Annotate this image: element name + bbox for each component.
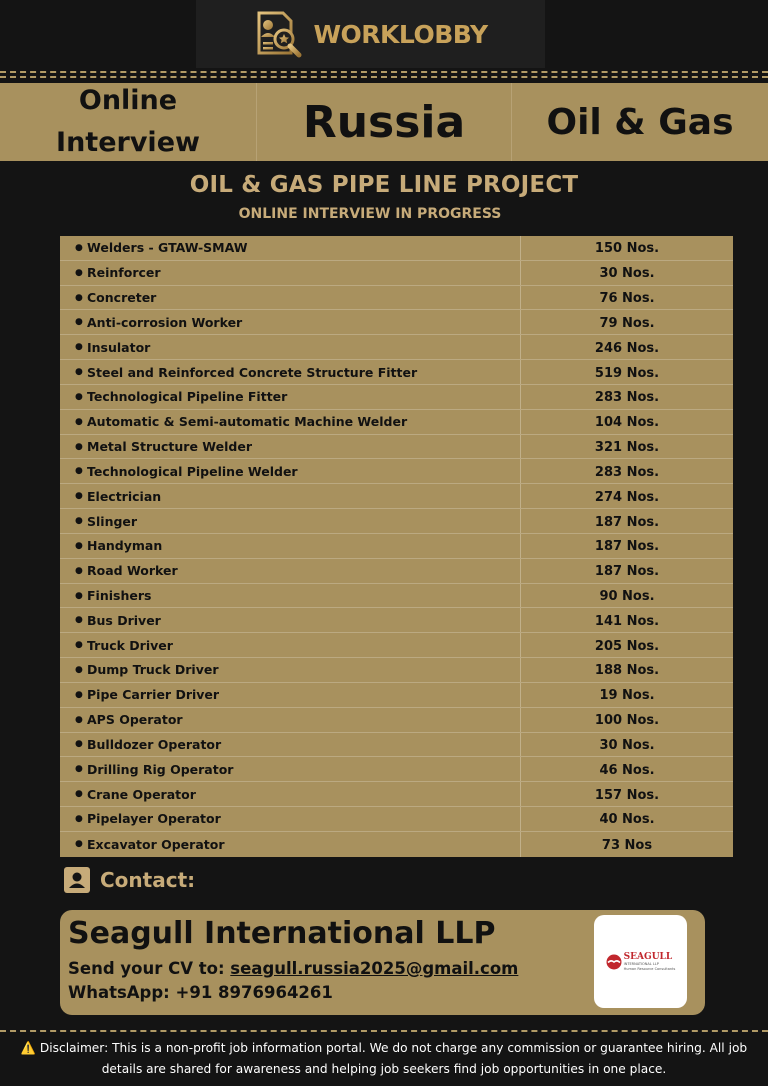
divider-top-2 <box>0 76 768 78</box>
job-title <box>60 236 521 260</box>
job-count: 30 Nos. <box>599 737 655 753</box>
bullet-icon: ● <box>75 367 83 378</box>
job-title <box>60 832 521 857</box>
job-count: 76 Nos. <box>599 291 655 307</box>
company-name: Seagull International LLP <box>68 916 496 951</box>
job-title-text: Crane Operator <box>87 786 196 802</box>
job-count: 104 Nos. <box>594 415 660 431</box>
job-title-text: Road Worker <box>87 563 178 579</box>
bullet-icon: ● <box>75 391 83 402</box>
table-row <box>60 708 733 733</box>
job-count: 187 Nos. <box>594 514 660 530</box>
table-row <box>60 584 733 609</box>
job-count: 274 Nos. <box>594 489 660 505</box>
job-count: 150 Nos. <box>594 241 660 257</box>
table-row <box>60 360 733 385</box>
table-row <box>60 410 733 435</box>
cv-prefix: Send your CV to: <box>68 959 231 978</box>
seagull-logo-tag: Human Resource Consultants <box>623 966 676 971</box>
job-title <box>60 683 521 707</box>
job-count: 30 Nos. <box>599 266 655 282</box>
job-count: 100 Nos. <box>594 713 660 729</box>
job-count: 246 Nos. <box>594 340 660 356</box>
table-row <box>60 733 733 758</box>
document-search-icon <box>253 9 303 59</box>
seagull-bird-icon <box>606 954 622 970</box>
job-title-text: Insulator <box>87 339 151 355</box>
job-title <box>60 534 521 558</box>
contact-label: Contact: <box>100 868 196 892</box>
contact-header <box>64 866 195 894</box>
bullet-icon: ● <box>75 714 83 725</box>
job-title-text: Pipelayer Operator <box>87 811 221 827</box>
banner-left-line1: Online <box>78 85 178 116</box>
job-title-text: Welders - GTAW-SMAW <box>87 240 248 256</box>
job-count: 321 Nos. <box>594 440 660 456</box>
bullet-icon: ● <box>75 689 83 700</box>
job-title <box>60 559 521 583</box>
job-title <box>60 807 521 831</box>
table-row <box>60 335 733 360</box>
table-row <box>60 559 733 584</box>
bullet-icon: ● <box>75 590 83 601</box>
banner-left-line2: Interview <box>56 127 200 158</box>
bullet-icon: ● <box>75 739 83 750</box>
table-row <box>60 261 733 286</box>
job-title-text: Slinger <box>87 513 138 529</box>
job-title-text: Steel and Reinforced Concrete Structure Fitter <box>87 364 418 380</box>
seagull-logo-name: SEAGULL <box>623 951 673 962</box>
job-count: 141 Nos. <box>594 613 660 629</box>
bullet-icon: ● <box>75 789 83 800</box>
bullet-icon: ● <box>75 540 83 551</box>
cv-line <box>68 959 518 978</box>
job-title <box>60 733 521 757</box>
job-title <box>60 584 521 608</box>
whatsapp-line: WhatsApp: +91 8976964261 <box>68 983 333 1002</box>
job-title-text: Drilling Rig Operator <box>87 761 234 777</box>
job-title <box>60 261 521 285</box>
bullet-icon: ● <box>75 242 83 253</box>
job-title-text: Concreter <box>87 290 157 306</box>
table-row <box>60 484 733 509</box>
job-count: 19 Nos. <box>599 688 655 704</box>
job-title <box>60 658 521 682</box>
job-count: 157 Nos. <box>594 787 660 803</box>
contact-card-icon <box>64 867 90 893</box>
seagull-logo <box>594 915 687 1008</box>
job-title-text: Excavator Operator <box>87 836 225 852</box>
job-title <box>60 633 521 657</box>
job-title <box>60 608 521 632</box>
table-row <box>60 832 733 857</box>
job-title-text: Handyman <box>87 538 163 554</box>
job-title <box>60 757 521 781</box>
table-row <box>60 658 733 683</box>
job-title-text: Bus Driver <box>87 612 161 628</box>
job-title-text: Anti-corrosion Worker <box>87 314 243 330</box>
job-title-text: Pipe Carrier Driver <box>87 687 220 703</box>
table-row <box>60 236 733 261</box>
bullet-icon: ● <box>75 813 83 824</box>
table-row <box>60 509 733 534</box>
bullet-icon: ● <box>75 491 83 502</box>
job-count: 73 Nos <box>601 837 653 853</box>
job-count: 79 Nos. <box>599 315 655 331</box>
table-row <box>60 385 733 410</box>
job-title <box>60 484 521 508</box>
job-count: 283 Nos. <box>594 464 660 480</box>
bullet-icon: ● <box>75 267 83 278</box>
job-title <box>60 385 521 409</box>
job-count: 187 Nos. <box>594 564 660 580</box>
job-table <box>60 236 733 857</box>
job-title <box>60 310 521 334</box>
job-title-text: Automatic & Semi-automatic Machine Welder <box>87 414 408 430</box>
job-title <box>60 782 521 806</box>
divider-top-1 <box>0 71 768 73</box>
table-row <box>60 286 733 311</box>
bullet-icon: ● <box>75 764 83 775</box>
bullet-icon: ● <box>75 640 83 651</box>
table-row <box>60 757 733 782</box>
job-title-text: Finishers <box>87 588 152 603</box>
bullet-icon: ● <box>75 416 83 427</box>
seagull-logo-sub: INTERNATIONAL LLP <box>623 961 659 966</box>
bullet-icon: ● <box>75 516 83 527</box>
job-count: 90 Nos. <box>599 589 655 604</box>
job-count: 519 Nos. <box>594 365 660 381</box>
bullet-icon: ● <box>75 342 83 353</box>
divider-bottom <box>0 1030 768 1032</box>
bullet-icon: ● <box>75 317 83 328</box>
job-count: 187 Nos. <box>594 539 660 555</box>
job-count: 46 Nos. <box>599 762 655 778</box>
job-title-text: Bulldozer Operator <box>87 736 222 752</box>
table-row <box>60 683 733 708</box>
banner-interview-type <box>0 83 256 161</box>
brand-name: WORKLOBBY <box>313 19 488 49</box>
job-count: 188 Nos. <box>594 663 660 679</box>
contact-card <box>60 910 705 1015</box>
job-count: 40 Nos. <box>599 812 655 828</box>
table-row <box>60 534 733 559</box>
table-row <box>60 459 733 484</box>
bullet-icon: ● <box>75 664 83 675</box>
job-title-text: Technological Pipeline Welder <box>87 463 298 479</box>
bullet-icon: ● <box>75 615 83 626</box>
project-subtitle: ONLINE INTERVIEW IN PROGRESS <box>238 206 502 222</box>
bullet-icon: ● <box>75 466 83 477</box>
bullet-icon: ● <box>75 292 83 303</box>
header-banner <box>0 83 768 161</box>
job-title-text: Metal Structure Welder <box>87 439 252 455</box>
job-title <box>60 509 521 533</box>
email-link[interactable]: seagull.russia2025@gmail.com <box>230 959 519 978</box>
bullet-icon: ● <box>75 839 83 850</box>
job-title-text: Electrician <box>87 488 162 504</box>
job-title <box>60 435 521 459</box>
job-title-text: Technological Pipeline Fitter <box>87 389 288 405</box>
table-row <box>60 608 733 633</box>
bullet-icon: ● <box>75 565 83 576</box>
table-row <box>60 782 733 807</box>
brand-logo <box>196 0 545 68</box>
job-title-text: APS Operator <box>87 712 183 728</box>
job-title <box>60 459 521 483</box>
banner-country: Russia <box>256 83 512 161</box>
disclaimer-text: ⚠️ Disclaimer: This is a non-profit job information portal. We do not charge any commission or guarantee hiring. All job details are shared for awareness and helping job seekers find job opportunities in one place. <box>20 1041 748 1076</box>
job-count: 283 Nos. <box>594 390 660 406</box>
job-count: 205 Nos. <box>594 638 660 654</box>
table-row <box>60 310 733 335</box>
job-title <box>60 410 521 434</box>
project-title: OIL & GAS PIPE LINE PROJECT <box>189 172 579 198</box>
job-title <box>60 335 521 359</box>
bullet-icon: ● <box>75 441 83 452</box>
banner-industry: Oil & Gas <box>546 101 734 143</box>
table-row <box>60 633 733 658</box>
job-title-text: Truck Driver <box>87 637 173 653</box>
table-row <box>60 435 733 460</box>
job-title-text: Reinforcer <box>87 265 161 281</box>
table-row <box>60 807 733 832</box>
job-title <box>60 286 521 310</box>
job-title <box>60 708 521 732</box>
job-title <box>60 360 521 384</box>
job-title-text: Dump Truck Driver <box>87 662 219 678</box>
